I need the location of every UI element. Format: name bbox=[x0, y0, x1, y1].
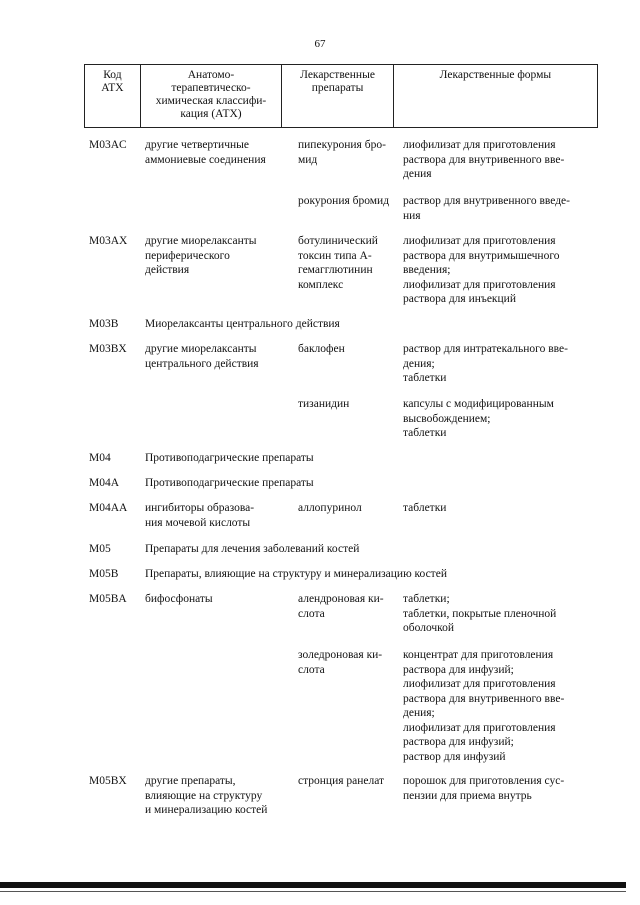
atc-code: M05BX bbox=[89, 775, 127, 787]
header-code: Код ATX bbox=[85, 65, 141, 127]
drug-name: алендроновая ки- слота bbox=[298, 593, 384, 620]
dosage-forms: раствор для внутривенного введе- ния bbox=[403, 195, 570, 222]
atc-code: M04A bbox=[89, 477, 120, 489]
dosage-forms: концентрат для приготовления раствора для инфузий; лиофилизат для приготовления раствора для внутривенного вве- дения; лиофилизат для приготовления раствора для инфузий; раствор для инфузий bbox=[403, 649, 565, 763]
group-title: Препараты, влияющие на структуру и минерализацию костей bbox=[145, 568, 447, 580]
atc-code: M03AC bbox=[89, 139, 127, 151]
group-title: Препараты для лечения заболеваний костей bbox=[145, 543, 360, 555]
dosage-forms: капсулы с модифицированным высвобождением; таблетки bbox=[403, 398, 554, 439]
dosage-forms: порошок для приготовления сус- пензии для приема внутрь bbox=[403, 775, 565, 802]
header-drugs: Лекарственные препараты bbox=[282, 65, 394, 127]
group-title: Миорелаксанты центрального действия bbox=[145, 318, 340, 330]
drug-name: рокурония бромид bbox=[298, 195, 390, 207]
table-header bbox=[84, 64, 598, 128]
dosage-forms: лиофилизат для приготовления раствора для внутривенного вве- дения bbox=[403, 139, 565, 180]
atc-code: M04AA bbox=[89, 502, 128, 514]
classification-name: другие препараты, влияющие на структуру и минерализацию костей bbox=[145, 775, 268, 816]
classification-name: другие четвертичные аммониевые соединения bbox=[145, 139, 266, 166]
bottom-rule bbox=[0, 882, 626, 888]
group-title: Противоподагрические препараты bbox=[145, 477, 314, 489]
group-title: Противоподагрические препараты bbox=[145, 452, 314, 464]
bottom-rule-thin bbox=[0, 891, 626, 892]
atc-code: M05B bbox=[89, 568, 119, 580]
classification-name: другие миорелаксанты периферического действия bbox=[145, 235, 257, 276]
drug-name: ботулинический токсин типа А- гемагглютинин комплекс bbox=[298, 235, 378, 291]
atc-code: M05 bbox=[89, 543, 111, 555]
atc-code: M03B bbox=[89, 318, 119, 330]
dosage-forms: раствор для интратекального вве- дения; таблетки bbox=[403, 343, 568, 384]
page-number: 67 bbox=[314, 38, 326, 50]
classification-name: другие миорелаксанты центрального действия bbox=[145, 343, 259, 370]
atc-code: M03BX bbox=[89, 343, 127, 355]
atc-code: M05BA bbox=[89, 593, 127, 605]
dosage-forms: таблетки; таблетки, покрытые пленочной оболочкой bbox=[403, 593, 557, 634]
drug-name: баклофен bbox=[298, 343, 345, 355]
drug-name: пипекурония бро- мид bbox=[298, 139, 386, 166]
dosage-forms: таблетки bbox=[403, 502, 447, 514]
drug-name: стронция ранелат bbox=[298, 775, 385, 787]
dosage-forms: лиофилизат для приготовления раствора для внутримышечного введения; лиофилизат для приготовления раствора для инъекций bbox=[403, 235, 560, 305]
drug-name: аллопуринол bbox=[298, 502, 362, 514]
header-forms: Лекарственные формы bbox=[439, 69, 552, 81]
header-classification: Анатомо- терапевтическо- химическая классифи- кация (АТХ) bbox=[141, 65, 282, 127]
classification-name: бифосфонаты bbox=[145, 593, 213, 605]
atc-code: M03AX bbox=[89, 235, 128, 247]
drug-name: золедроновая ки- слота bbox=[298, 649, 383, 676]
classification-name: ингибиторы образова- ния мочевой кислоты bbox=[145, 502, 255, 529]
atc-code: M04 bbox=[89, 452, 111, 464]
drug-name: тизанидин bbox=[298, 398, 350, 410]
